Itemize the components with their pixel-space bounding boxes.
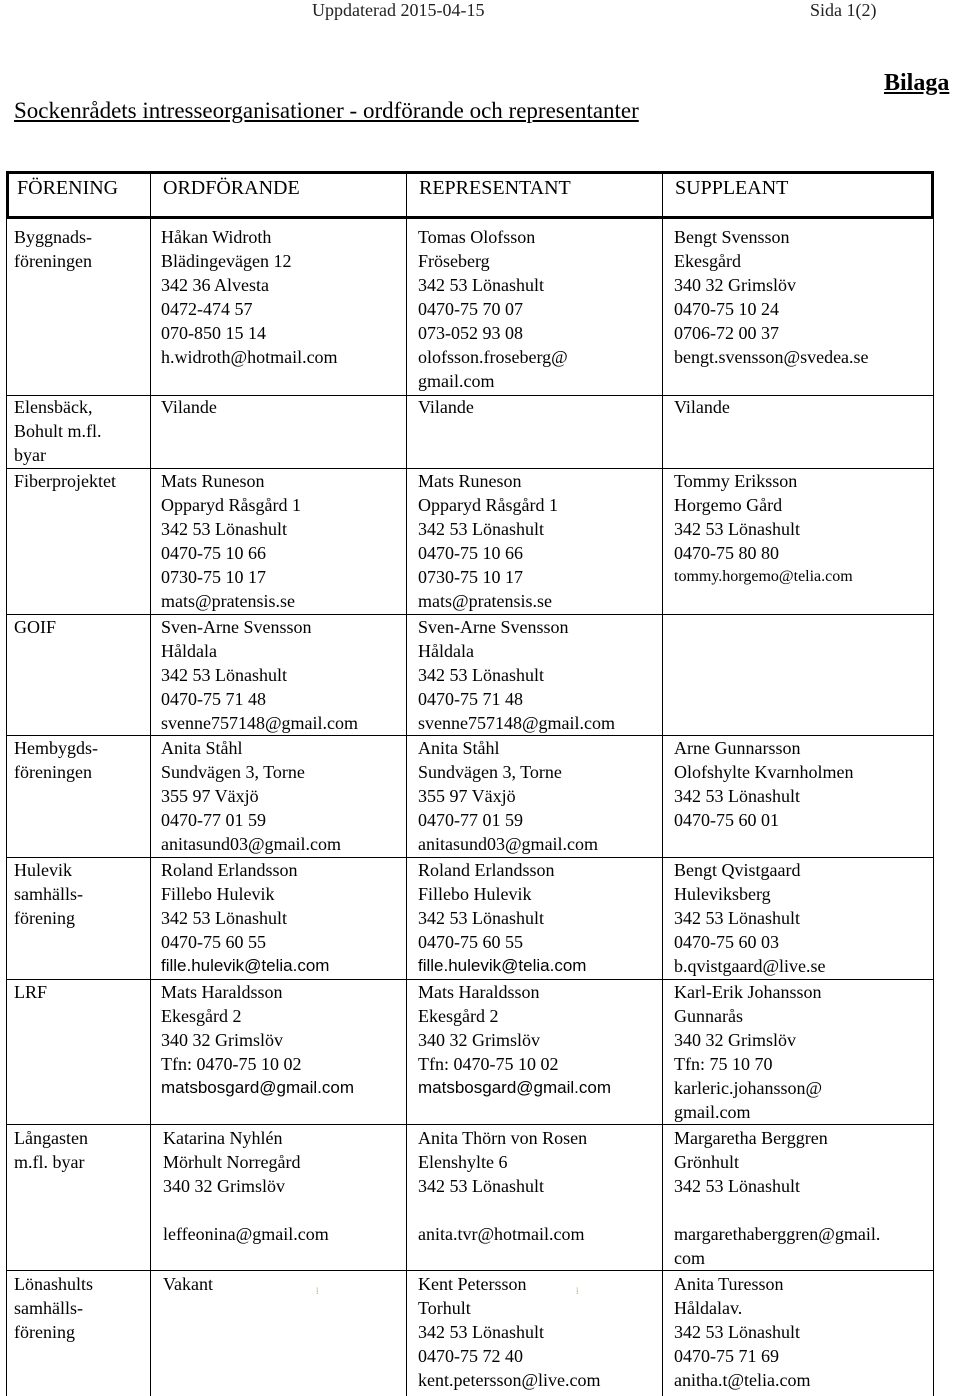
forening-cell: Lönashults samhälls- förening <box>14 1274 93 1342</box>
column-header-representant: REPRESENTANT <box>419 177 571 199</box>
representant-cell: Mats Runeson Opparyd Råsgård 1 342 53 Lönashult 0470-75 10 66 0730-75 10 17 mats@pratensis.se <box>418 471 558 611</box>
ordforande-email: fille.hulevik@telia.com <box>161 956 330 975</box>
forening-cell: Fiberprojektet <box>14 471 116 491</box>
representant-cell: Roland Erlandsson Fillebo Hulevik 342 53 Lönashult 0470-75 60 55 <box>418 860 555 952</box>
ordforande-cell: Anita Ståhl Sundvägen 3, Torne 355 97 Växjö 0470-77 01 59 anitasund03@gmail.com <box>161 738 342 854</box>
column-header-ordforande: ORDFÖRANDE <box>163 177 300 199</box>
suppleant-email: margarethaberggren@gmail. com <box>674 1224 881 1268</box>
document-title: Sockenrådets intresseorganisationer - ordförande och representanter <box>14 98 639 123</box>
forening-cell: Hembygds- föreningen <box>14 738 98 782</box>
row-divider <box>6 1270 934 1271</box>
representant-cell: Tomas Olofsson Fröseberg 342 53 Lönashult 0470-75 70 07 073-052 93 08 olofsson.froseberg@ gmail.com <box>418 227 568 391</box>
representant-cell: Kent Petersson Torhult 342 53 Lönashult 0470-75 72 40 kent.petersson@live.com <box>418 1274 601 1390</box>
forening-cell: Byggnads- föreningen <box>14 227 92 271</box>
suppleant-cell: Bengt Svensson Ekesgård 340 32 Grimslöv 0470-75 10 24 0706-72 00 37 bengt.svensson@svedea.se <box>674 227 869 367</box>
scan-mark: ⁞ <box>576 1286 579 1296</box>
column-header-suppleant: SUPPLEANT <box>675 177 789 199</box>
suppleant-email: tommy.horgemo@telia.com <box>674 568 853 585</box>
ordforande-cell: Mats Haraldsson Ekesgård 2 340 32 Grimslöv Tfn: 0470-75 10 02 <box>161 982 302 1074</box>
representant-cell: Vilande <box>418 397 474 417</box>
ordforande-cell: Mats Runeson Opparyd Råsgård 1 342 53 Lönashult 0470-75 10 66 0730-75 10 17 mats@pratensis.se <box>161 471 301 611</box>
suppleant-cell: Margaretha Berggren Grönhult 342 53 Lönashult <box>674 1128 828 1196</box>
forening-cell: LRF <box>14 982 48 1002</box>
representant-cell: Anita Thörn von Rosen Elenshylte 6 342 53 Lönashult <box>418 1128 588 1196</box>
ordforande-cell: Roland Erlandsson Fillebo Hulevik 342 53 Lönashult 0470-75 60 55 <box>161 860 298 952</box>
table-border-right <box>933 171 934 1396</box>
ordforande-cell: Vilande <box>161 397 217 417</box>
ordforande-email: leffeonina@gmail.com <box>163 1224 329 1244</box>
column-divider-1 <box>150 171 151 1396</box>
ordforande-cell: Katarina Nyhlén Mörhult Norregård 340 32 Grimslöv <box>163 1128 301 1196</box>
representant-cell: Sven-Arne Svensson Håldala 342 53 Lönashult 0470-75 71 48 svenne757148@gmail.com <box>418 617 616 733</box>
suppleant-cell: Anita Turesson Håldalav. 342 53 Lönashult 0470-75 71 69 anitha.t@telia.com <box>674 1274 811 1390</box>
forening-cell: Elensbäck, Bohult m.fl. byar <box>14 397 102 465</box>
column-header-forening: FÖRENING <box>17 177 119 199</box>
suppleant-cell: Karl-Erik Johansson Gunnarås 340 32 Grimslöv Tfn: 75 10 70 karleric.johansson@ gmail.com <box>674 982 823 1122</box>
ordforande-cell: Vakant <box>163 1274 213 1294</box>
representant-cell: Mats Haraldsson Ekesgård 2 340 32 Grimslöv Tfn: 0470-75 10 02 <box>418 982 559 1074</box>
updated-date: Uppdaterad 2015-04-15 <box>312 0 485 20</box>
representant-email: anita.tvr@hotmail.com <box>418 1224 585 1244</box>
forening-cell: Hulevik samhälls- förening <box>14 860 83 928</box>
table-border-left <box>6 171 7 1396</box>
page-number: Sida 1(2) <box>810 0 877 20</box>
suppleant-cell: Tommy Eriksson Horgemo Gård 342 53 Lönashult 0470-75 80 80 <box>674 471 800 563</box>
representant-cell: Anita Ståhl Sundvägen 3, Torne 355 97 Växjö 0470-77 01 59 anitasund03@gmail.com <box>418 738 599 854</box>
forening-cell: GOIF <box>14 617 57 637</box>
scan-mark: ⁞ <box>316 1286 319 1296</box>
table-header-row <box>6 171 934 219</box>
representant-email: fille.hulevik@telia.com <box>418 956 587 975</box>
forening-cell: Långasten m.fl. byar <box>14 1128 88 1172</box>
suppleant-cell: Arne Gunnarsson Olofshylte Kvarnholmen 342 53 Lönashult 0470-75 60 01 <box>674 738 854 830</box>
column-divider-3 <box>662 171 663 1396</box>
ordforande-cell: Sven-Arne Svensson Håldala 342 53 Lönashult 0470-75 71 48 svenne757148@gmail.com <box>161 617 359 733</box>
ordforande-email: matsbosgard@gmail.com <box>161 1078 354 1097</box>
suppleant-cell: Vilande <box>674 397 730 417</box>
ordforande-cell: Håkan Widroth Blädingevägen 12 342 36 Alvesta 0472-474 57 070-850 15 14 h.widroth@hotmail.com <box>161 227 338 367</box>
representant-email: matsbosgard@gmail.com <box>418 1078 611 1097</box>
column-divider-2 <box>406 171 407 1396</box>
suppleant-cell: Bengt Qvistgaard Huleviksberg 342 53 Lönashult 0470-75 60 03 b.qvistgaard@live.se <box>674 860 826 976</box>
bilaga-label: Bilaga <box>884 70 950 96</box>
row-divider <box>6 1124 934 1125</box>
